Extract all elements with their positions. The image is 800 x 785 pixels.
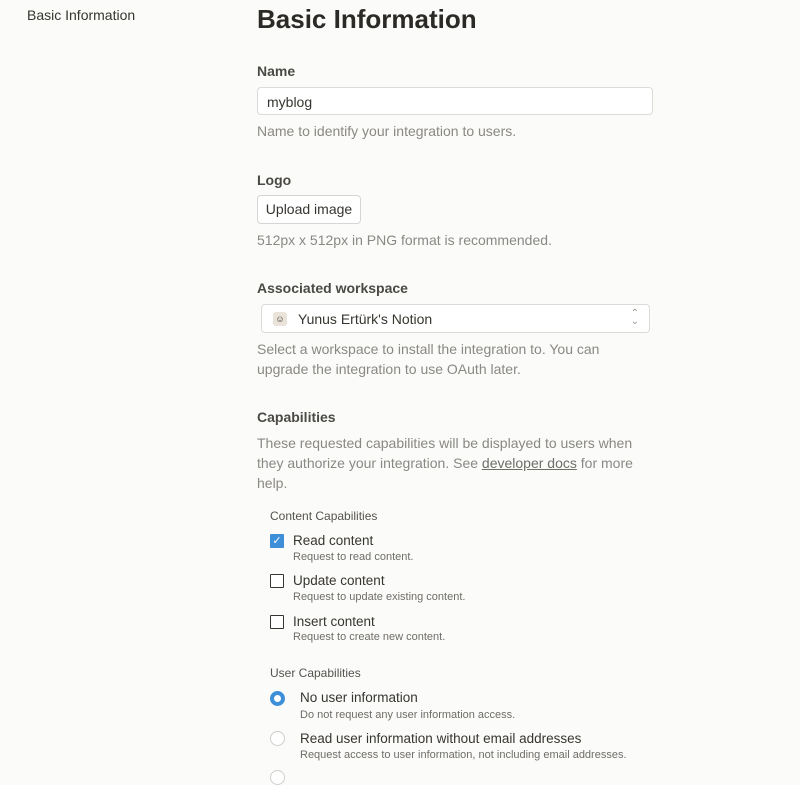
- logo-help: 512px x 512px in PNG format is recommended.: [257, 232, 552, 248]
- next-radio-partial[interactable]: [270, 770, 285, 785]
- capabilities-label: Capabilities: [257, 409, 336, 425]
- no-user-info-radio[interactable]: [270, 691, 285, 706]
- workspace-label: Associated workspace: [257, 280, 408, 296]
- update-content-label: Update content: [293, 573, 385, 588]
- read-user-info-radio[interactable]: [270, 731, 285, 746]
- capabilities-help-text-end: for more help.: [257, 455, 633, 491]
- workspace-select[interactable]: [261, 304, 650, 333]
- update-content-desc: Request to update existing content.: [293, 591, 466, 603]
- content-capabilities-heading: Content Capabilities: [270, 509, 378, 523]
- user-capabilities-heading: User Capabilities: [270, 666, 361, 680]
- read-content-checkbox[interactable]: [270, 534, 284, 548]
- name-input[interactable]: myblog: [257, 87, 653, 115]
- read-content-label: Read content: [293, 533, 374, 548]
- workspace-avatar-icon: ☺: [273, 312, 287, 326]
- workspace-help: Select a workspace to install the integration to. You can upgrade the integration to use OAuth later.: [257, 341, 600, 377]
- read-user-info-desc: Request access to user information, not including email addresses.: [300, 749, 627, 761]
- no-user-info-label: No user information: [300, 690, 418, 705]
- page-title: Basic Information: [257, 4, 477, 34]
- name-help: Name to identify your integration to users.: [257, 123, 517, 139]
- insert-content-desc: Request to create new content.: [293, 631, 446, 643]
- developer-docs-link[interactable]: developer docs: [481, 455, 577, 471]
- insert-content-label: Insert content: [293, 614, 375, 629]
- chevron-up-down-icon: ⌃ ⌄: [630, 308, 639, 327]
- capabilities-help-text: These requested capabilities will be displayed to users when they authorize your integration. See: [257, 435, 633, 471]
- read-user-info-label: Read user information without email addresses: [300, 731, 582, 746]
- workspace-value: Yunus Ertürk's Notion: [298, 311, 433, 327]
- upload-image-button[interactable]: Upload image: [257, 195, 361, 224]
- logo-label: Logo: [257, 172, 292, 188]
- update-content-checkbox[interactable]: [270, 574, 284, 588]
- sidebar-item-basic-information[interactable]: Basic Information: [27, 7, 136, 23]
- no-user-info-desc: Do not request any user information access.: [300, 709, 516, 721]
- checkmark-icon: ✓: [272, 535, 282, 547]
- insert-content-checkbox[interactable]: [270, 615, 284, 629]
- capabilities-help: [257, 433, 637, 493]
- read-content-desc: Request to read content.: [293, 551, 414, 563]
- name-label: Name: [257, 63, 296, 79]
